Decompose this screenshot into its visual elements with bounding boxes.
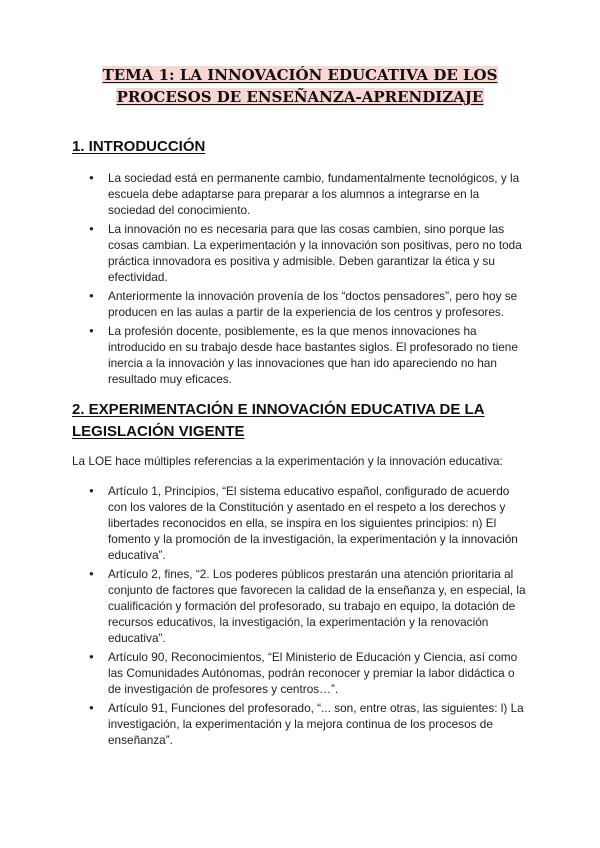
list-item: ● Artículo 90, Reconocimientos, “El Ministerio de Educación y Ciencia, así como las Comunidades Autónomas, podrán reconocer y premiar la labor didáctica o de investigación de profesores y centros…”. — [108, 649, 528, 697]
list-item: ● La profesión docente, posiblemente, es la que menos innovaciones ha introducido en su trabajo desde hace bastantes siglos. El profesorado no tiene inercia a la innovación y las innovaciones que han ido apareciendo no han resultado muy eficaces. — [108, 323, 528, 387]
list-item: ● Artículo 91, Funciones del profesorado, “... son, entre otras, las siguientes: l) La investigación, la experimentación y la mejora continua de los procesos de enseñanza”. — [108, 700, 528, 748]
list-item: ● Anteriormente la innovación provenía de los “doctos pensadores”, pero hoy se producen en las aulas a partir de la experiencia de los centros y profesores. — [108, 288, 528, 320]
list-item: ● La innovación no es necesaria para que las cosas cambien, sino porque las cosas cambian. La experimentación y la innovación son positivas, pero no toda práctica innovadora es positiva y admisible. Deben garantizar la ética y su efectividad. — [108, 221, 528, 285]
section-introduccion — [72, 136, 528, 387]
section-heading-line1: 2. EXPERIMENTACIÓN E INNOVACIÓN EDUCATIVA DE LA — [72, 401, 485, 418]
bullet-list — [72, 170, 528, 387]
list-item: ● Artículo 1, Principios, “El sistema educativo español, configurado de acuerdo con los valores de la Constitución y asentado en el respeto a los derechos y libertades reconocidos en ella, se inspira en los siguientes principios: n) El fomento y la promoción de la investigación, la experimentación y la innovación educativa”. — [108, 483, 528, 563]
section-heading — [72, 399, 528, 443]
document-title-line2: PROCESOS DE ENSEÑANZA-APRENDIZAJE — [116, 88, 484, 106]
list-item: ● Artículo 2, fines, “2. Los poderes públicos prestarán una atención prioritaria al conjunto de factores que favorecen la calidad de la enseñanza y, en especial, la cualificación y formación del profesorado, su trabajo en equipo, la dotación de recursos educativos, la investigación, la experimentación y la renovación educativa”. — [108, 566, 528, 646]
document-title — [72, 64, 528, 108]
list-item: ● La sociedad está en permanente cambio, fundamentalmente tecnológicos, y la escuela debe adaptarse para preparar a los alumnos a integrarse en la sociedad del conocimiento. — [108, 170, 528, 218]
bullet-list — [72, 483, 528, 748]
section-intro-paragraph: La LOE hace múltiples referencias a la experimentación y la innovación educativa: — [72, 454, 503, 468]
section-heading: 1. INTRODUCCIÓN — [72, 138, 206, 155]
section-legislacion — [72, 399, 528, 748]
section-heading-line2: LEGISLACIÓN VIGENTE — [72, 423, 245, 440]
document-title-line1: TEMA 1: LA INNOVACIÓN EDUCATIVA DE LOS — [102, 66, 498, 84]
